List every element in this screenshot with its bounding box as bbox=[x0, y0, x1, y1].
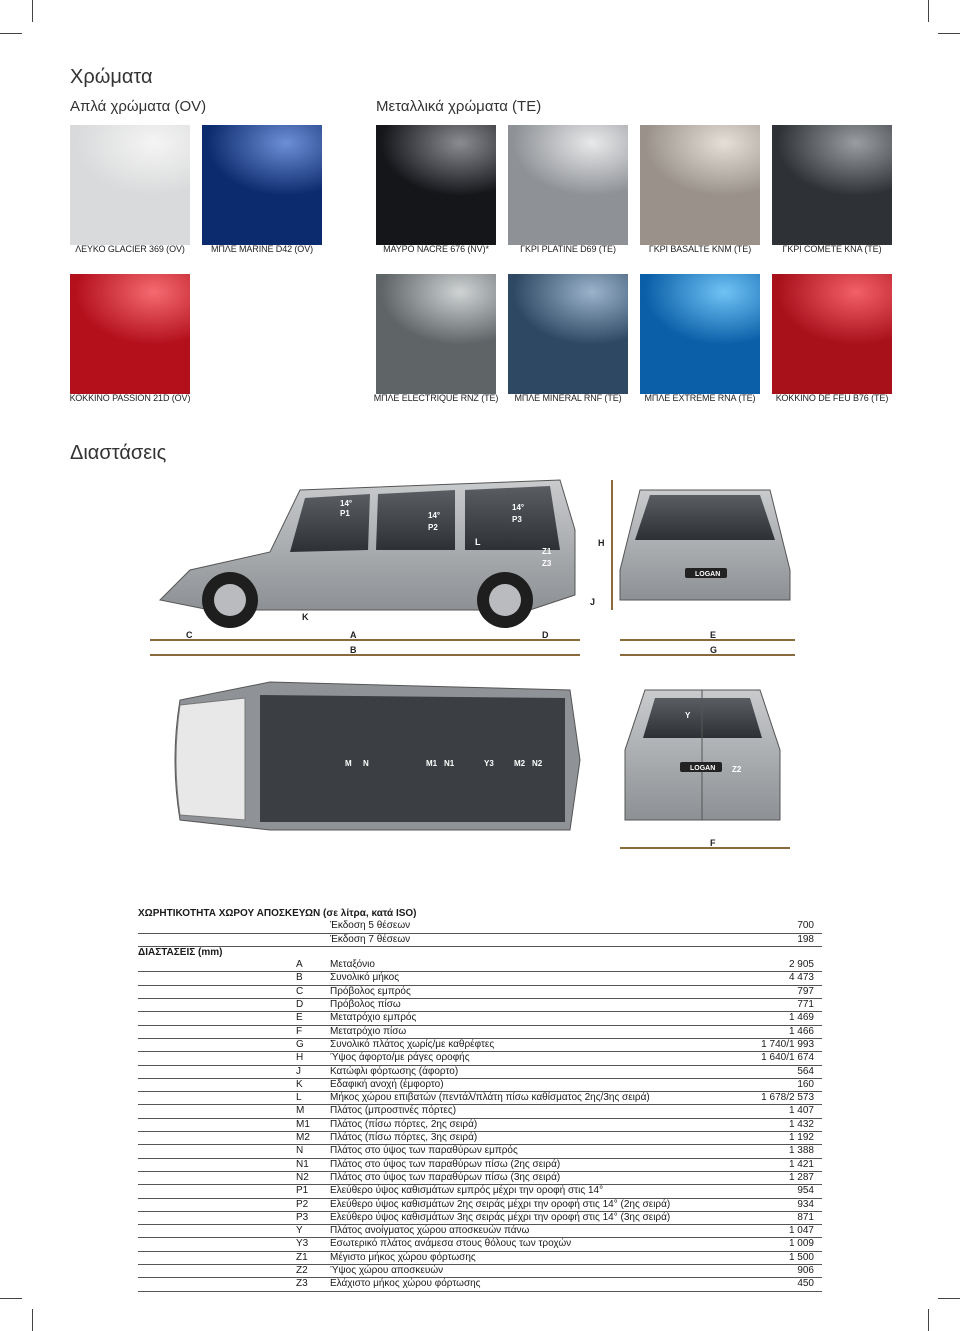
dimension-desc: Πλάτος στο ύψος των παραθύρων εμπρός bbox=[330, 1145, 518, 1157]
color-swatch bbox=[70, 125, 190, 245]
dimension-value: 797 bbox=[797, 985, 814, 997]
dimension-value: 1 466 bbox=[788, 1025, 814, 1037]
dimension-row bbox=[138, 1172, 822, 1185]
dimension-code: Z3 bbox=[296, 1278, 308, 1290]
dimension-row bbox=[138, 1079, 822, 1092]
dimension-desc: Συνολικό πλάτος χωρίς/με καθρέφτες bbox=[330, 1038, 495, 1050]
dimension-code: M1 bbox=[296, 1118, 310, 1130]
dimension-row bbox=[138, 1252, 822, 1265]
dimension-row bbox=[138, 1225, 822, 1238]
label-m1: M1 bbox=[426, 759, 438, 768]
dimension-code: N1 bbox=[296, 1158, 309, 1170]
dimension-code: Y3 bbox=[296, 1238, 309, 1250]
capacity-desc: Έκδοση 7 θέσεων bbox=[330, 933, 411, 945]
dimension-value: 954 bbox=[797, 1185, 814, 1197]
color-swatch-label: ΜΠΛΕ MINÉRAL RNF (TE) bbox=[514, 393, 622, 403]
dimension-desc: Εσωτερικό πλάτος ανάμεσα στους θόλους των τροχών bbox=[330, 1238, 572, 1250]
metallic-colors-heading: Μεταλλικά χρώματα (TE) bbox=[376, 98, 542, 115]
dimension-desc: Πρόβολος εμπρός bbox=[330, 985, 411, 997]
dimension-desc: Συνολικό μήκος bbox=[330, 972, 400, 984]
angle-p1: 14° bbox=[340, 499, 353, 508]
car-dimensions-diagram bbox=[150, 470, 806, 875]
dimension-code: P1 bbox=[296, 1185, 309, 1197]
dimensions-title-text: ΔΙΑΣΤΑΣΕΙΣ (mm) bbox=[138, 946, 223, 958]
dimension-value: 564 bbox=[797, 1065, 814, 1077]
color-swatch bbox=[376, 125, 496, 245]
dimension-code: A bbox=[296, 959, 303, 971]
label-b: B bbox=[350, 645, 357, 655]
dimension-value: 1 640/1 674 bbox=[761, 1052, 814, 1064]
dimension-row bbox=[138, 1092, 822, 1105]
color-swatch-label: ΜΠΛΕ ELECTRIQUE RNZ (TE) bbox=[373, 393, 499, 403]
dimension-row bbox=[138, 1012, 822, 1025]
dimension-row bbox=[138, 959, 822, 972]
dimension-code: Z2 bbox=[296, 1265, 308, 1277]
label-h: H bbox=[598, 538, 605, 548]
dimension-desc: Εδαφική ανοχή (έμφορτο) bbox=[330, 1078, 444, 1090]
dimension-desc: Μετατρόχιο πίσω bbox=[330, 1025, 407, 1037]
color-swatch bbox=[640, 274, 760, 394]
color-swatch-label: ΛΕΥΚΟ GLACIER 369 (OV) bbox=[75, 244, 185, 254]
dimension-row bbox=[138, 1212, 822, 1225]
front-view bbox=[598, 480, 795, 655]
dimension-value: 871 bbox=[797, 1211, 814, 1223]
dimension-row bbox=[138, 1238, 822, 1251]
crop-mark bbox=[0, 1298, 22, 1299]
dimension-row bbox=[138, 972, 822, 985]
color-swatch bbox=[202, 125, 322, 245]
dimension-value: 1 009 bbox=[788, 1238, 814, 1250]
dimension-value: 1 192 bbox=[788, 1132, 814, 1144]
capacity-value: 700 bbox=[797, 920, 814, 932]
dimension-code: H bbox=[296, 1052, 304, 1064]
color-swatch bbox=[508, 274, 628, 394]
label-d: D bbox=[542, 630, 549, 640]
color-swatch-label: ΜΠΛΕ EXTREME RNA (TE) bbox=[644, 393, 756, 403]
dimension-value: 1 432 bbox=[788, 1118, 814, 1130]
dimension-rows bbox=[138, 959, 822, 1291]
dimension-desc: Μετατρόχιο εμπρός bbox=[330, 1012, 417, 1024]
crop-mark bbox=[928, 0, 929, 22]
color-swatch-label: ΜΠΛΕ MARINE D42 (OV) bbox=[210, 244, 314, 254]
logan-badge-rear: LOGAN bbox=[690, 765, 716, 772]
dimension-row bbox=[138, 1026, 822, 1039]
dimension-row bbox=[138, 1278, 822, 1291]
dimension-code: K bbox=[296, 1078, 303, 1090]
crop-mark bbox=[32, 0, 33, 22]
dimension-row bbox=[138, 1159, 822, 1172]
angle-p2: 14° bbox=[428, 511, 441, 520]
capacity-value: 198 bbox=[797, 933, 814, 945]
label-y3: Y3 bbox=[484, 759, 494, 768]
dimension-row bbox=[138, 1039, 822, 1052]
dimension-code: E bbox=[296, 1012, 303, 1024]
dimension-code: F bbox=[296, 1025, 303, 1037]
dimension-desc: Ελάχιστο μήκος χώρου φόρτωσης bbox=[330, 1278, 481, 1290]
color-swatch bbox=[772, 274, 892, 394]
label-p2: P2 bbox=[428, 523, 438, 532]
dimension-code: M bbox=[296, 1105, 305, 1117]
capacity-row bbox=[138, 934, 822, 947]
dimension-row bbox=[138, 1052, 822, 1065]
label-k: K bbox=[302, 612, 309, 622]
dimension-code: D bbox=[296, 999, 304, 1011]
label-c: C bbox=[186, 630, 193, 640]
dimension-value: 1 388 bbox=[788, 1145, 814, 1157]
simple-colors-heading: Απλά χρώματα (OV) bbox=[70, 98, 207, 115]
capacity-rows bbox=[138, 920, 822, 947]
dimension-code: B bbox=[296, 972, 303, 984]
dimension-value: 1 287 bbox=[788, 1171, 814, 1183]
dimension-desc: Πλάτος στο ύψος των παραθύρων πίσω (3ης σειρά) bbox=[330, 1171, 561, 1183]
label-f: F bbox=[710, 838, 716, 848]
dimension-row bbox=[138, 1265, 822, 1278]
label-a: A bbox=[350, 630, 357, 640]
label-z2: Z2 bbox=[732, 765, 742, 774]
label-m2: M2 bbox=[514, 759, 526, 768]
color-swatch-label: ΓΚΡΙ PLATINE D69 (TE) bbox=[520, 244, 616, 254]
color-swatch-label: ΚΟΚΚΙΝΟ DE FEU B76 (TE) bbox=[775, 393, 889, 403]
label-z3: Z3 bbox=[542, 559, 552, 568]
rear-view bbox=[620, 690, 790, 848]
dimension-desc: Ελεύθερο ύψος καθισμάτων 3ης σειράς μέχρι την οροφή στις 14° (3ης σειρά) bbox=[330, 1211, 671, 1223]
dimension-desc: Πλάτος (πίσω πόρτες, 3ης σειρά) bbox=[330, 1132, 478, 1144]
color-swatch bbox=[640, 125, 760, 245]
label-p1: P1 bbox=[340, 509, 350, 518]
dimension-desc: Πλάτος ανοίγματος χώρου αποσκευών πάνω bbox=[330, 1225, 530, 1237]
crop-mark bbox=[0, 33, 22, 34]
crop-mark bbox=[938, 1298, 960, 1299]
dimension-desc: Μεταξόνιο bbox=[330, 959, 375, 971]
dimension-value: 2 905 bbox=[788, 959, 814, 971]
dimension-desc: Πλάτος (πίσω πόρτες, 2ης σειρά) bbox=[330, 1118, 478, 1130]
label-e: E bbox=[710, 630, 717, 640]
dimension-desc: Μήκος χώρου επιβατών (πεντάλ/πλάτη πίσω καθίσματος 2ης/3ης σειρά) bbox=[330, 1092, 650, 1104]
dimensions-heading: Διαστάσεις bbox=[70, 442, 167, 464]
dimension-value: 4 473 bbox=[788, 972, 814, 984]
dimension-value: 1 407 bbox=[788, 1105, 814, 1117]
dimension-row bbox=[138, 1119, 822, 1132]
label-g: G bbox=[710, 645, 718, 655]
dimension-desc: Ελεύθερο ύψος καθισμάτων 2ης σειράς μέχρι την οροφή στις 14° (2ης σειρά) bbox=[330, 1198, 671, 1210]
dimension-row bbox=[138, 1199, 822, 1212]
dimension-code: Z1 bbox=[296, 1251, 308, 1263]
label-n2: N2 bbox=[532, 759, 543, 768]
dimension-row bbox=[138, 1066, 822, 1079]
dimension-value: 771 bbox=[797, 999, 814, 1011]
dimension-desc: Πλάτος στο ύψος των παραθύρων πίσω (2ης σειρά) bbox=[330, 1158, 561, 1170]
label-m: M bbox=[345, 759, 352, 768]
dimension-row bbox=[138, 999, 822, 1012]
dimension-value: 1 500 bbox=[788, 1251, 814, 1263]
dimension-code: P2 bbox=[296, 1198, 309, 1210]
dimension-desc: Μέγιστο μήκος χώρου φόρτωσης bbox=[330, 1251, 476, 1263]
dimension-value: 160 bbox=[797, 1078, 814, 1090]
dimension-value: 1 469 bbox=[788, 1012, 814, 1024]
capacity-row bbox=[138, 920, 822, 933]
color-swatch-label: ΜΑΥΡΟ NACRÉ 676 (NV)* bbox=[383, 244, 489, 254]
dimension-value: 1 421 bbox=[788, 1158, 814, 1170]
colors-heading: Χρώματα bbox=[70, 66, 153, 88]
label-n1: N1 bbox=[444, 759, 455, 768]
crop-mark bbox=[938, 33, 960, 34]
label-j: J bbox=[590, 597, 596, 607]
label-l: L bbox=[475, 537, 481, 547]
color-swatch-label: ΓΚΡΙ COMETE KNA (TE) bbox=[782, 244, 882, 254]
dimension-code: G bbox=[296, 1038, 304, 1050]
capacity-title bbox=[138, 908, 822, 920]
label-p3: P3 bbox=[512, 515, 522, 524]
color-swatch-label: ΚΟΚΚΙΝΟ PASSION 21D (OV) bbox=[69, 393, 191, 403]
dimension-desc: Πλάτος (μπροστινές πόρτες) bbox=[330, 1105, 457, 1117]
dimension-row bbox=[138, 1185, 822, 1198]
specs-table bbox=[138, 908, 822, 1292]
dimension-code: N2 bbox=[296, 1171, 309, 1183]
dimension-code: Y bbox=[296, 1225, 303, 1237]
color-swatch-label: ΓΚΡΙ BASALTE KNM (TE) bbox=[648, 244, 752, 254]
top-view bbox=[175, 682, 580, 830]
color-swatch bbox=[508, 125, 628, 245]
label-y: Y bbox=[685, 711, 691, 720]
label-z1: Z1 bbox=[542, 547, 552, 556]
color-swatch bbox=[376, 274, 496, 394]
logan-badge-front: LOGAN bbox=[695, 571, 721, 578]
dimension-desc: Πρόβολος πίσω bbox=[330, 999, 401, 1011]
dimension-value: 906 bbox=[797, 1265, 814, 1277]
angle-p3: 14° bbox=[512, 503, 525, 512]
dimension-desc: Ελεύθερο ύψος καθισμάτων εμπρός μέχρι την οροφή στις 14° bbox=[330, 1185, 604, 1197]
dimension-row bbox=[138, 1105, 822, 1118]
dimension-code: L bbox=[296, 1092, 302, 1104]
capacity-title-text: ΧΩΡΗΤΙΚΟΤΗΤΑ ΧΩΡΟΥ ΑΠΟΣΚΕΥΩΝ (σε λίτρα, κατά ISO) bbox=[138, 908, 417, 919]
dimension-desc: Ύψος χώρου αποσκευών bbox=[330, 1265, 444, 1277]
dimension-value: 1 047 bbox=[788, 1225, 814, 1237]
dimension-row bbox=[138, 1145, 822, 1158]
color-swatch bbox=[70, 274, 190, 394]
label-n: N bbox=[363, 759, 369, 768]
dimension-desc: Ύψος άφορτο/με ράγες οροφής bbox=[330, 1052, 470, 1064]
dimension-value: 1 678/2 573 bbox=[761, 1092, 814, 1104]
color-swatch bbox=[772, 125, 892, 245]
dimension-code: C bbox=[296, 985, 304, 997]
dimension-value: 934 bbox=[797, 1198, 814, 1210]
dimension-desc: Κατώφλι φόρτωσης (άφορτο) bbox=[330, 1065, 459, 1077]
dimension-row bbox=[138, 986, 822, 999]
crop-mark bbox=[928, 1309, 929, 1331]
dimension-code: N bbox=[296, 1145, 304, 1157]
dimensions-title bbox=[138, 947, 822, 959]
side-view bbox=[150, 480, 595, 655]
dimension-code: J bbox=[296, 1065, 301, 1077]
dimension-row bbox=[138, 1132, 822, 1145]
crop-mark bbox=[32, 1309, 33, 1331]
capacity-desc: Έκδοση 5 θέσεων bbox=[330, 920, 411, 932]
dimension-value: 1 740/1 993 bbox=[761, 1038, 814, 1050]
dimension-value: 450 bbox=[797, 1278, 814, 1290]
dimension-code: M2 bbox=[296, 1132, 310, 1144]
dimension-code: P3 bbox=[296, 1211, 309, 1223]
